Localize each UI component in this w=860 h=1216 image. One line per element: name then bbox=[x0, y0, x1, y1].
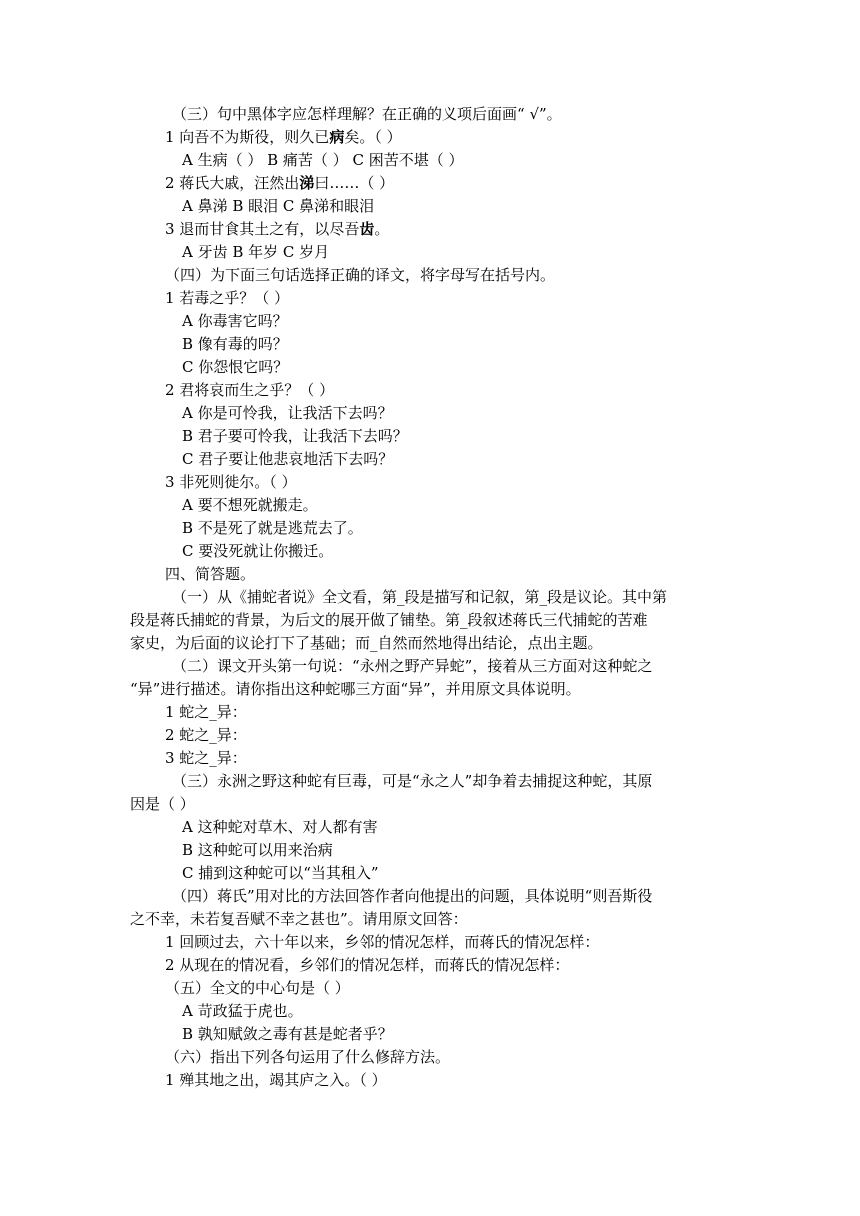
option-4-2-c: C 君子要让他悲哀地活下去吗？ bbox=[182, 450, 394, 468]
question-3-1 bbox=[165, 126, 402, 148]
option-p5-b: B 孰知赋敛之毒有甚是蛇者乎？ bbox=[182, 1025, 393, 1043]
option-4-3-a: A 要不想死就搬走。 bbox=[182, 496, 318, 514]
answer-line-2-3: 3 蛇之_异： bbox=[165, 749, 247, 767]
paragraph-2-line-1: （二）课文开头第一句说：“永州之野产异蛇”，接着从三方面对这种蛇之 bbox=[172, 657, 653, 675]
answer-line-2-2: 2 蛇之_异： bbox=[165, 726, 247, 744]
section-3-heading: （三）句中黑体字应怎样理解？在正确的义项后面画“ √”。 bbox=[172, 105, 562, 123]
answer-line-2-1: 1 蛇之_异： bbox=[165, 703, 247, 721]
bold-word: 齿 bbox=[359, 220, 375, 238]
option-4-1-a: A 你毒害它吗？ bbox=[182, 312, 288, 330]
option-4-1-b: B 像有毒的吗？ bbox=[182, 335, 288, 353]
bold-word: 病 bbox=[329, 128, 345, 146]
question-4-3: 3 非死则徙尔。（ ） bbox=[165, 473, 297, 491]
paragraph-6-heading: （六）指出下列各句运用了什么修辞方法。 bbox=[165, 1048, 451, 1066]
option-4-2-a: A 你是可怜我，让我活下去吗？ bbox=[182, 404, 393, 422]
paragraph-4-line-1: （四）蒋氏”用对比的方法回答作者向他提出的问题，具体说明“则吾斯役 bbox=[172, 887, 653, 905]
option-4-3-c: C 要没死就让你搬迁。 bbox=[182, 542, 334, 560]
option-p3-b: B 这种蛇可以用来治病 bbox=[182, 841, 333, 859]
paragraph-1-line-1: （一）从《捕蛇者说》全文看，第_段是描写和记叙，第_段是议论。其中第 bbox=[172, 588, 668, 606]
answer-line-6-1: 1 殚其地之出，竭其庐之入。（ ） bbox=[165, 1071, 387, 1089]
paragraph-4-line-2: 之不幸，未若复吾赋不幸之甚也”。请用原文回答： bbox=[130, 910, 468, 928]
options-3-2: A 鼻涕 B 眼泪 C 鼻涕和眼泪 bbox=[182, 197, 375, 215]
question-3-3 bbox=[165, 218, 389, 240]
option-p3-a: A 这种蛇对草木、对人都有害 bbox=[182, 818, 378, 836]
option-4-1-c: C 你怨恨它吗？ bbox=[182, 358, 289, 376]
section-4-heading: （四）为下面三句话选择正确的译文，将字母写在括号内。 bbox=[165, 266, 556, 284]
question-text: 。 bbox=[374, 220, 390, 238]
answer-line-4-1: 1 回顾过去，六十年以来，乡邻的情况怎样，而蒋氏的情况怎样： bbox=[165, 933, 600, 951]
option-p5-a: A 苛政猛于虎也。 bbox=[182, 1002, 303, 1020]
question-4-2: 2 君将哀而生之乎？（ ） bbox=[165, 381, 335, 399]
question-4-1: 1 若毒之乎？（ ） bbox=[165, 289, 290, 307]
option-p3-c: C 捕到这种蛇可以“当其租入” bbox=[182, 864, 379, 882]
bold-word: 涕 bbox=[299, 174, 315, 192]
paragraph-3-line-2: 因是（ ） bbox=[130, 795, 195, 813]
question-text: 3 退而甘食其土之有，以尽吾 bbox=[165, 220, 360, 238]
paragraph-1-line-2: 段是蒋氏捕蛇的背景，为后文的展开做了铺垫。第_段叙述蒋氏三代捕蛇的苦难 bbox=[130, 611, 648, 629]
answer-line-4-2: 2 从现在的情况看，乡邻们的情况怎样，而蒋氏的情况怎样： bbox=[165, 956, 570, 974]
paragraph-1-line-3: 家史，为后面的议论打下了基础；而_自然而然地得出结论，点出主题。 bbox=[130, 634, 603, 652]
question-3-2 bbox=[165, 172, 394, 194]
options-3-1: A 生病（ ） B 痛苦（ ） C 困苦不堪（ ） bbox=[182, 151, 464, 169]
paragraph-5-heading: （五）全文的中心句是（ ） bbox=[165, 979, 350, 997]
paragraph-3-line-1: （三）永洲之野这种蛇有巨毒，可是“永之人”却争着去捕捉这种蛇，其原 bbox=[172, 772, 653, 790]
question-text: 1 向吾不为斯役，则久已 bbox=[165, 128, 330, 146]
question-text: 矣。（ ） bbox=[344, 128, 402, 146]
question-text: 2 蒋氏大戚，汪然出 bbox=[165, 174, 300, 192]
paragraph-2-line-2: “异”进行描述。请你指出这种蛇哪三方面“异”，并用原文具体说明。 bbox=[130, 680, 581, 698]
question-text: 曰……（ ） bbox=[314, 174, 395, 192]
part-4-title: 四、简答题。 bbox=[165, 565, 256, 583]
option-4-2-b: B 君子要可怜我，让我活下去吗？ bbox=[182, 427, 408, 445]
options-3-3: A 牙齿 B 年岁 C 岁月 bbox=[182, 243, 330, 261]
option-4-3-b: B 不是死了就是逃荒去了。 bbox=[182, 519, 363, 537]
